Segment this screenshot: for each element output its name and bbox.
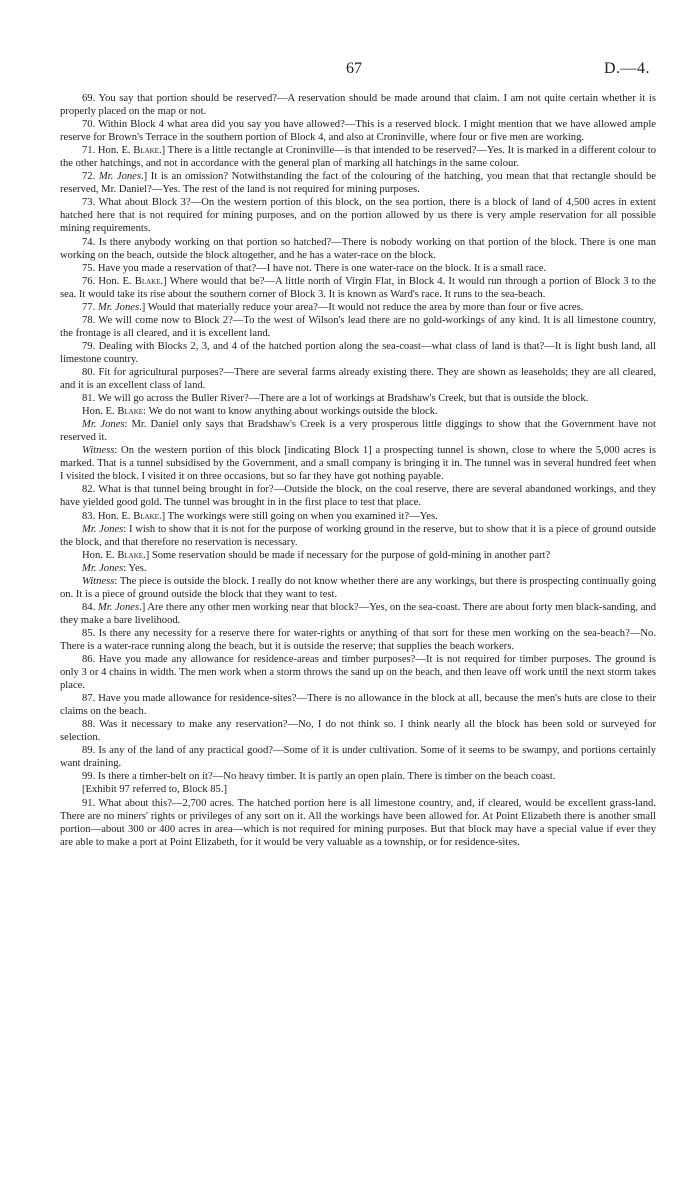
text-run: 91. What about this?—2,700 acres. The hatched portion here is all limestone country, and, if cleared, would be excellent grass-land. There are no miners' rights or privileges of any sort on it. All the workings have been allowed for. At Point Elizabeth there is another small portion—about 300 or 400 acres in area—which is not required for mining purposes. But that block may have a special value if ever they are able to make a port at Point Elizabeth, for it would be very valuable as a township, or for residence-sites. <box>60 797 656 848</box>
paragraph <box>60 275 656 301</box>
text-run: 88. Was it necessary to make any reservation?—No, I do not think so. I think nearly all the block has been sold or surveyed for selection. <box>60 719 656 744</box>
paragraph <box>60 196 656 235</box>
paragraph <box>60 653 656 692</box>
paragraph <box>60 144 656 170</box>
paragraph <box>60 562 656 575</box>
text-run: .] Would that materially reduce your area?—It would not reduce the area by more than four or five acres. <box>139 301 584 313</box>
paragraph <box>60 92 656 118</box>
text-run: 84. <box>82 601 98 613</box>
text-run: : I wish to show that it is not for the purpose of working ground in the reserve, but to show that it is a piece of ground outside the block, and that therefore no reservation is necessary. <box>60 523 656 548</box>
text-run: .] Are there any other men working near that block?—Yes, on the sea-coast. There are about forty men black-sanding, and they make a bare livelihood. <box>60 601 657 626</box>
paragraph <box>60 783 656 796</box>
paragraph <box>60 444 656 483</box>
text-run: 79. Dealing with Blocks 2, 3, and 4 of the hatched portion along the sea-coast—what class of land is that?—It is light bush land, all limestone country. <box>60 340 656 365</box>
paragraph <box>60 770 656 783</box>
paragraph <box>60 483 656 509</box>
paragraph <box>60 797 656 849</box>
text-run: Mr. Jones <box>97 601 140 613</box>
text-run: Hon. E. <box>82 406 118 418</box>
text-run: 89. Is any of the land of any practical good?—Some of it is under cultivation. Some of it seems to be swampy, and portions certainly want draining. <box>60 745 656 770</box>
text-run: Mr. Jones <box>82 523 124 535</box>
text-run: 73. What about Block 3?—On the western portion of this block, on the sea portion, there is a block of land of 4,500 acres in extent hatched here that is not required for mining purposes, and on the portion allowed by us there is very ample reservation for all possible mining requirements. <box>60 197 656 235</box>
paragraph <box>60 601 656 627</box>
paragraph <box>60 744 656 770</box>
body-text <box>60 92 656 849</box>
paragraph <box>60 314 656 340</box>
paragraph <box>60 366 656 392</box>
paragraph <box>60 418 656 444</box>
text-run: 77. <box>82 301 98 313</box>
text-run: Blake <box>134 275 161 287</box>
page-header <box>0 60 700 80</box>
paragraph <box>60 692 656 718</box>
text-run: 87. Have you made allowance for residence-sites?—There is no allowance in the block at all, because the men's huts are close to their claims on the beach. <box>60 693 656 718</box>
text-run: 69. You say that portion should be reserved?—A reservation should be made around that claim. I am not quite certain whether it is properly placed on the map or not. <box>60 93 656 118</box>
paragraph <box>60 523 656 549</box>
text-run: Mr. Jones <box>82 562 124 574</box>
paragraph <box>60 405 656 418</box>
text-run: 99. Is there a timber-belt on it?—No heavy timber. It is partly an open plain. There is timber on the beach coast. <box>82 771 556 783</box>
text-run: .] It is an omission? Notwithstanding the fact of the colouring of the hatching, you mean that that rectangle should be reserved, Mr. Daniel?—Yes. The rest of the land is not required for mining purposes. <box>60 171 656 196</box>
paragraph <box>60 627 656 653</box>
paragraph <box>60 718 656 744</box>
text-run: Mr. Jones <box>97 301 140 313</box>
text-run: 81. We will go across the Buller River?—There are a lot of workings at Bradshaw's Creek, but that is outside the block. <box>82 393 589 405</box>
text-run: : Yes. <box>123 562 147 574</box>
text-run: Witness <box>82 575 115 587</box>
text-run: : Mr. Daniel only says that Bradshaw's Creek is a very prosperous little diggings to show that the Government have not reserved it. <box>60 419 656 444</box>
paragraph <box>60 262 656 275</box>
text-run: : We do not want to know anything about workings outside the block. <box>143 406 438 418</box>
text-run: 70. Within Block 4 what area did you say you have allowed?—This is a reserved block. I might mention that we have allowed ample reserve for Brown's Terrace in the southern portion of Block 4, and also at Croninville, where four or five men are working. <box>60 119 656 144</box>
text-run: .] There is a little rectangle at Croninville—is that intended to be reserved?—Yes. It is marked in a different colour to the other hatchings, and not in accordance with the general plan of marking all hatchings in the same colour. <box>60 145 656 170</box>
text-run: Blake <box>133 145 159 157</box>
paragraph <box>60 575 656 601</box>
paragraph <box>60 236 656 262</box>
text-run: 72. <box>82 171 99 183</box>
paragraph <box>60 340 656 366</box>
text-run: Hon. E. <box>82 549 118 561</box>
text-run: 85. Is there any necessity for a reserve there for water-rights or anything of that sort for these men working on the sea-beach?—No. There is a water-race running along the beach, but it is outside the reserve; that supplies the beach workers. <box>60 627 656 652</box>
text-run: Blake <box>133 510 159 522</box>
paragraph <box>60 510 656 523</box>
page-number: 67 <box>346 60 362 77</box>
text-run: Blake <box>117 406 144 418</box>
paragraph <box>60 392 656 405</box>
text-run: .] Where would that be?—A little north of Virgin Flat, in Block 4. It would run through a portion of Block 3 to the sea. It would take its rise about the southern corner of Block 3. It is known as Ward's race. It runs to the sea-beach. <box>60 275 656 300</box>
text-run: [Exhibit 97 referred to, Block 85.] <box>82 784 228 796</box>
text-run: 86. Have you made any allowance for residence-areas and timber purposes?—It is not required for timber purposes. The ground is only 3 or 4 chains in width. The men work when a storm throws the sand up on the beach, and then leave off work until the next storm takes place. <box>60 654 656 692</box>
paragraph <box>60 118 656 144</box>
text-run: .] The workings were still going on when you examined it?—Yes. <box>158 510 438 522</box>
text-run: 71. Hon. E. <box>82 145 134 157</box>
paragraph <box>60 170 656 196</box>
document-reference: D.—4. <box>603 60 650 77</box>
text-run: Blake <box>117 549 144 561</box>
text-run: : The piece is outside the block. I really do not know whether there are any workings, but there is prospecting continually going on. It is a piece of ground outside the block that they want to test. <box>60 575 656 600</box>
text-run: Mr. Jones <box>82 419 125 431</box>
paragraph <box>60 301 656 314</box>
text-run: Witness <box>82 445 115 457</box>
text-run: Mr. Jones <box>98 171 141 183</box>
text-run: .] Some reservation should be made if necessary for the purpose of gold-mining in another part? <box>143 549 551 561</box>
text-run: 78. We will come now to Block 2?—To the west of Wilson's lead there are no gold-workings of any kind. It is all limestone country, the frontage is all cleared, and it is excellent land. <box>60 314 656 339</box>
text-run: : On the western portion of this block [indicating Block 1] a prospecting tunnel is shown, close to where the 5,000 acres is marked. That is a tunnel subsidised by the Government, and a small company is bringing it in. The tunnel was in several hundred feet when I visited the block. I visited it on three occasions, but so far they have got nothing payable. <box>60 445 656 483</box>
text-run: 76. Hon. E. <box>82 275 135 287</box>
text-run: 74. Is there anybody working on that portion so hatched?—There is nobody working on that portion of the block. There is one man working on the beach, outside the block altogether, and he has a water-race on the block. <box>60 236 656 261</box>
text-run: 75. Have you made a reservation of that?—I have not. There is one water-race on the block. It is a small race. <box>82 262 547 274</box>
text-run: 83. Hon. E. <box>82 510 134 522</box>
paragraph <box>60 549 656 562</box>
text-run: 80. Fit for agricultural purposes?—There are several farms already existing there. They are shown as leaseholds; they are all cleared, and it is an excellent class of land. <box>60 366 656 392</box>
text-run: 82. What is that tunnel being brought in for?—Outside the block, on the coal reserve, there are several abandoned workings, and they have yielded good gold. The tunnel was brought in in the first place to test that place. <box>60 484 656 509</box>
